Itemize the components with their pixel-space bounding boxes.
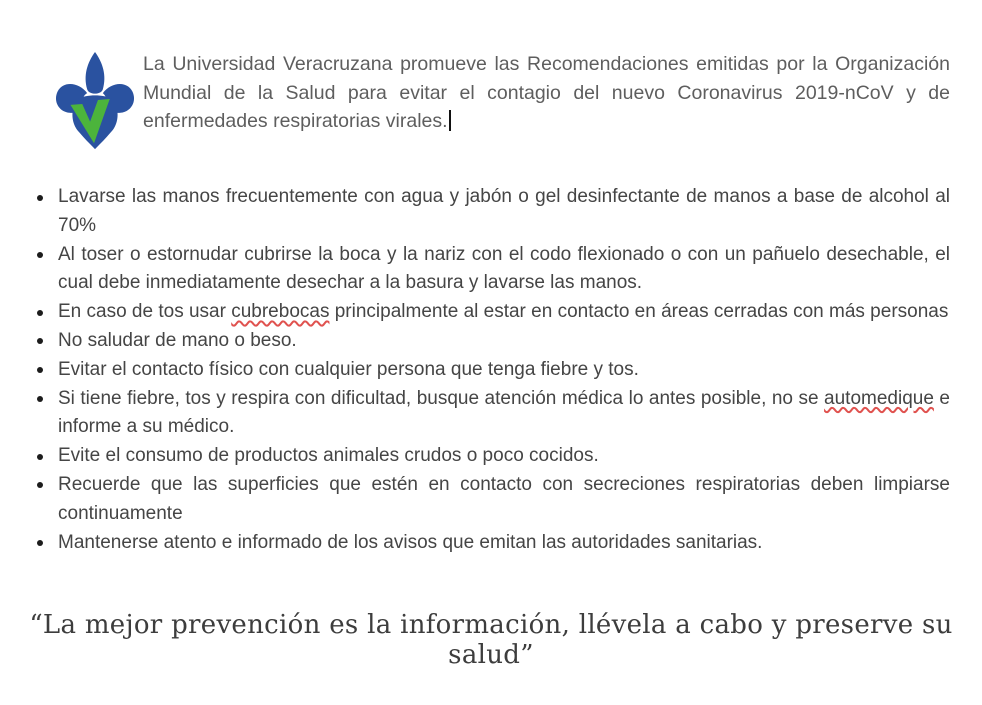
- recommendations-list: [35, 183, 950, 557]
- list-item-seek-medical-care: [35, 385, 950, 443]
- fleur-de-lis-icon: [53, 50, 138, 153]
- list-item-text: Al toser o estornudar cubrirse la boca y la nariz con el codo flexionado o con un pañuelo desechable, el cual debe inmediatamente desechar a la basura y lavarse las manos.: [58, 243, 950, 294]
- list-item-cough-etiquette: [35, 241, 950, 299]
- list-item-text: Evite el consumo de productos animales crudos o poco cocidos.: [58, 445, 599, 467]
- list-item-text: En caso de tos usar: [58, 301, 232, 323]
- list-item-text: No saludar de mano o beso.: [58, 329, 297, 351]
- list-item-wash-hands: [35, 183, 950, 241]
- list-item-avoid-contact: [35, 356, 950, 385]
- intro-text: La Universidad Veracruzana promueve las Recomendaciones emitidas por la Organización Mundial de la Salud para evitar el contagio del nuevo Coronavirus 2019-nCoV y de enfermedades respiratorias virales.: [143, 53, 950, 132]
- misspelled-word-automedique: automedique: [824, 387, 934, 409]
- list-item-raw-food: [35, 442, 950, 471]
- universidad-veracruzana-logo: [53, 50, 138, 153]
- list-item-stay-informed: [35, 529, 950, 558]
- text-cursor: [449, 110, 451, 131]
- list-item-text: Recuerde que las superficies que estén en contacto con secreciones respiratorias deben limpiarse continuamente: [58, 473, 950, 524]
- closing-quote: “La mejor prevención es la información, llévela a cabo y preserve su salud”: [29, 610, 953, 670]
- list-item-text: Lavarse las manos frecuentemente con agua y jabón o gel desinfectante de manos a base de alcohol al 70%: [58, 186, 950, 236]
- logo-central-petal: [86, 52, 105, 94]
- list-item-text: Mantenerse atento e informado de los avisos que emitan las autoridades sanitarias.: [58, 531, 763, 553]
- misspelled-word-cubrebocas: cubrebocas: [231, 301, 330, 323]
- list-item-clean-surfaces: [35, 471, 950, 529]
- list-item-text: e informe a su médico.: [58, 387, 950, 438]
- intro-paragraph: [143, 50, 950, 136]
- list-item-no-greetings: [35, 327, 950, 356]
- list-item-text: principalmente al estar en contacto en áreas cerradas con más personas: [329, 301, 949, 323]
- list-item-text: Si tiene fiebre, tos y respira con dificultad, busque atención médica lo antes posible, no se: [58, 387, 825, 409]
- list-item-facemask: [35, 298, 950, 327]
- list-item-text: Evitar el contacto físico con cualquier persona que tenga fiebre y tos.: [58, 358, 639, 380]
